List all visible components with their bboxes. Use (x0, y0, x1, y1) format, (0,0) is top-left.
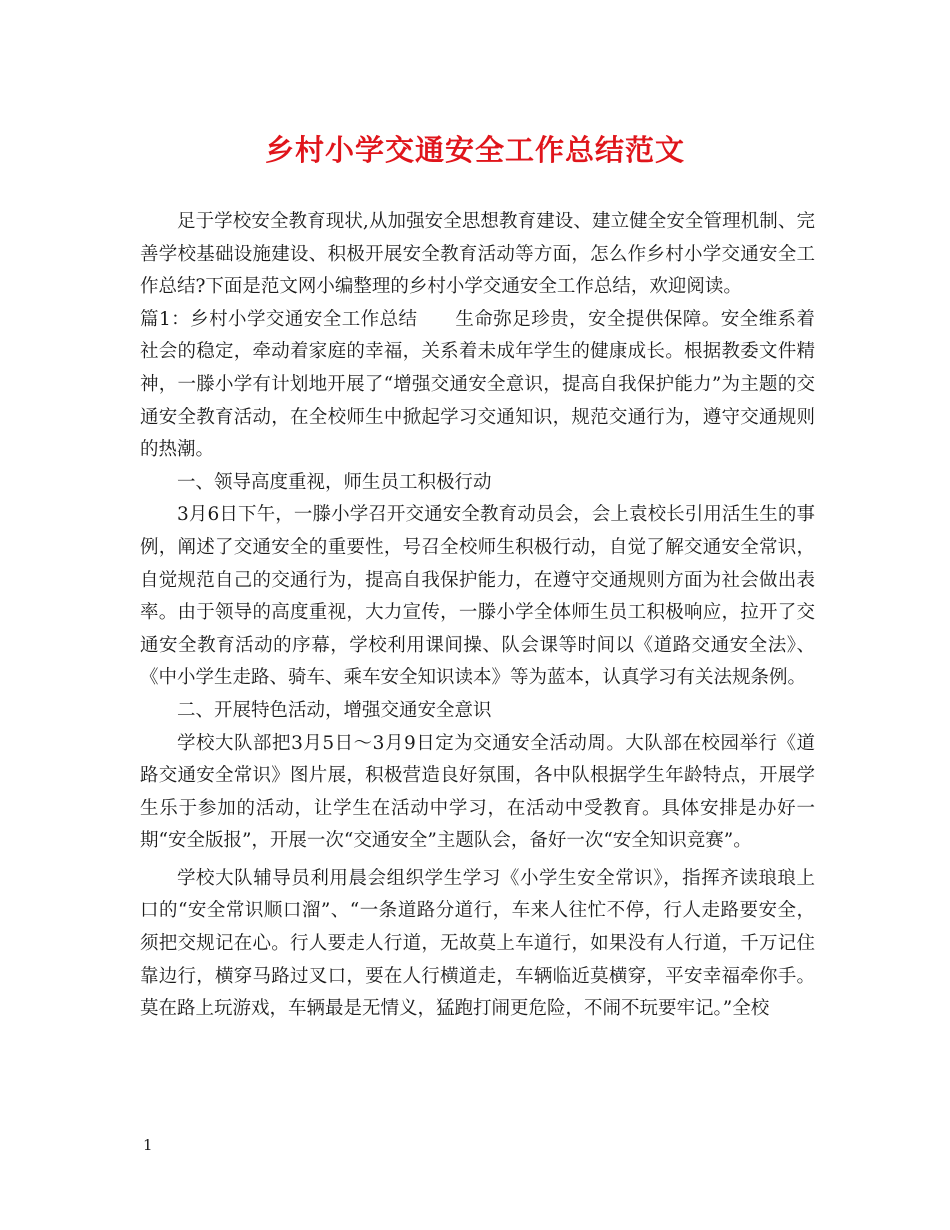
paragraph-section2: 学校大队部把3月5日～3月9日定为交通安全活动周。大队部在校园举行《道路交通安全常识》图片展，积极营造良好氛围，各中队根据学生年龄特点，开展学生乐于参加的活动，让学生在活动中学习，在活动中受教育。具体安排是办好一期“安全版报”，开展一次“交通安全”主题队会，备好一次“安全知识竞赛”。 (140, 732, 815, 852)
section-heading-2: 二、开展特色活动，增强交通安全意识 (177, 699, 492, 721)
paragraph-section2-cont: 学校大队辅导员利用晨会组织学生学习《小学生安全常识》，指挥齐读琅琅上口的“安全常识顺口溜”、“一条道路分道行，车来人往忙不停，行人走路要安全，须把交规记在心。行人要走人行道，无故莫上车道行，如果没有人行道，千万记住靠边行，横穿马路过叉口，要在人行横道走，车辆临近莫横穿，平安幸福牵你手。莫在路上玩游戏，车辆最是无情义，猛跑打闹更危险，不闹不玩要牢记。”全校 (140, 867, 815, 1020)
paragraph-part1: 篇1：乡村小学交通安全工作总结 生命弥足珍贵，安全提供保障。安全维系着社会的稳定，牵动着家庭的幸福，关系着未成年学生的健康成长。根据教委文件精神，一滕小学有计划地开展了“增强交通安全意识，提高自我保护能力”为主题的交通安全教育活动，在全校师生中掀起学习交通知识，规范交通行为，遵守交通规则的热潮。 (140, 308, 815, 461)
page-number: 1 (143, 1136, 153, 1154)
paragraph-section1: 3月6日下午，一滕小学召开交通安全教育动员会，会上袁校长引用活生生的事例，阐述了交通安全的重要性，号召全校师生积极行动，自觉了解交通安全常识，自觉规范自己的交通行为，提高自我保护能力，在遵守交通规则方面为社会做出表率。由于领导的高度重视，大力宣传，一滕小学全体师生员工积极响应，拉开了交通安全教育活动的序幕，学校利用课间操、队会课等时间以《道路交通安全法》、《中小学生走路、骑车、乘车安全知识读本》等为蓝本，认真学习有关法规条例。 (140, 504, 815, 689)
paragraph-intro: 足于学校安全教育现状,从加强安全思想教育建设、建立健全安全管理机制、完善学校基础设施建设、积极开展安全教育活动等方面，怎么作乡村小学交通安全工作总结?下面是范文网小编整理的乡村小学交通安全工作总结，欢迎阅读。 (140, 211, 815, 298)
document-title: 乡村小学交通安全工作总结范文 (264, 133, 685, 167)
document-body (140, 206, 815, 1026)
section-heading-1: 一、领导高度重视，师生员工积极行动 (177, 471, 492, 493)
